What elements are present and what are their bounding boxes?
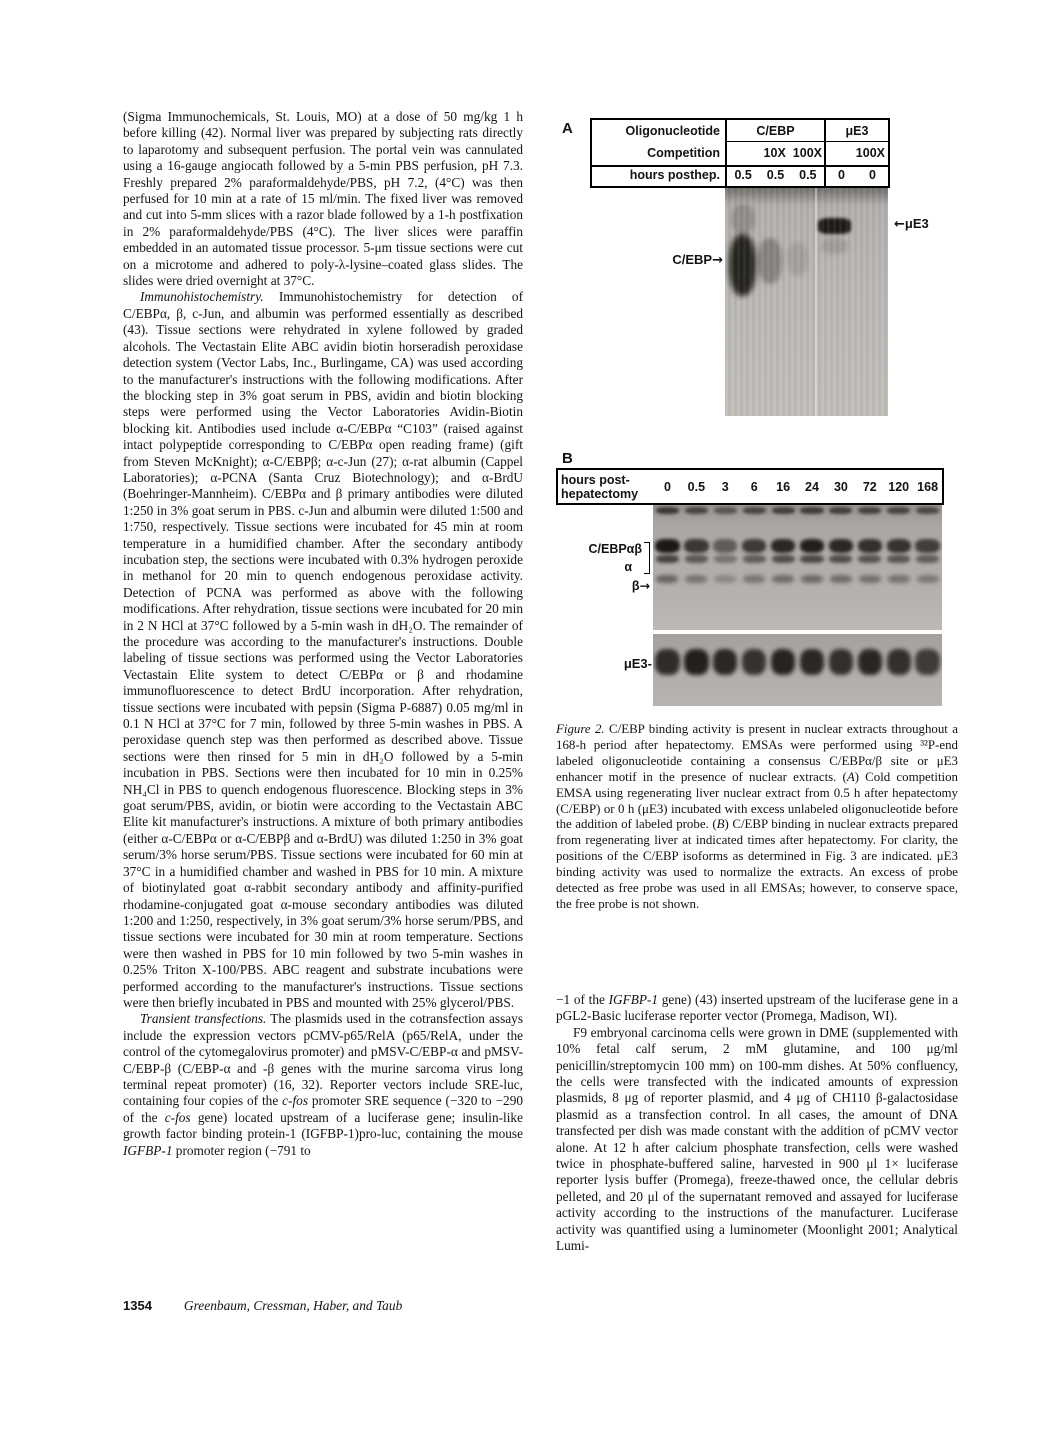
cebp-lane1-smear xyxy=(731,204,755,234)
cebp-band-lane3 xyxy=(787,242,808,276)
methods-paragraph-fixation: (Sigma Immunochemicals, St. Louis, MO) at a dose of 50 mg/kg 1 h before killing (42). Normal liver was prepared by subjecting rats directly to laparotomy and subsequent perfusion. The portal vein was cannulated using a 16-gauge angiocath followed by a 5-min PBS perfusion, pH 7.3. Freshly prepared 2% paraformaldehyde/PBS, pH 7.2, (4°C) was then perfused for 10 min at a rate of 15 ml/min. The fixed liver was removed and cut into 5-mm slices with a razor blade followed by a 1-h postfixation in 2% paraformaldehyde/PBS (4°C). The liver slices were paraffin embedded in an automated tissue processor. 5-μm tissue sections were cut on a microtome and adhered to poly-λ-lysine–coated glass slides. The slides were dried overnight at 37°C. xyxy=(123,109,523,289)
cebp-band-pointer xyxy=(618,252,723,268)
cebp-band-lane2 xyxy=(758,238,782,284)
lane-hour-values: 0 0.5 3 6 16 24 30 72 120 168 xyxy=(663,479,939,494)
figure2-panel-b xyxy=(556,448,958,728)
methods-paragraph-transient-transfections: Transient transfections. The plasmids used in the cotransfection assays include the expression vectors pCMV-p65/RelA (p65/RelA, under the control of the cytomegalovirus promoter) and pMSV-C/EBP-α and pMSV-C/EBP-β (C/EBP-α and -β genes with the murine sarcoma virus long terminal repeat promoter) (16, 32). Reporter vectors include SRE-luc, containing four copies of the c-fos promoter SRE sequence (−320 to −290 of the c-fos gene) located upstream of a luciferase gene; insulin-like growth factor binding protein-1 (IGFBP-1)pro-luc, containing the mouse IGFBP-1 promoter region (−791 to xyxy=(123,1011,524,1158)
ue3-strip-label: μE3- xyxy=(623,656,652,671)
right-arrow-icon: → xyxy=(712,253,723,268)
figure2-panel-a xyxy=(556,112,958,442)
cebp-band-pointer-text: C/EBP xyxy=(672,252,713,267)
ue3-hours-values: 0 0 xyxy=(838,168,876,182)
methods-paragraph-immunohistochemistry: Immunohistochemistry. Immunohistochemistry for detection of C/EBPα, β, c-Jun, and albumin was performed essentially as described (43). Tissue sections were rehydrated in xylene followed by graded alcohols. The Vectastain Elite ABC avidin biotin horseradish peroxidase detection system (Vector Labs, Inc., Burlingame, CA) was used according to the manufacturer's instructions with the following modifications. After the blocking step in 3% goat serum in PBS, avidin and biotin blocking steps were performed using the Vector Laboratories Avidin-Biotin blocking kit. Antibodies used include α-C/EBPα “C103” (raised against intact polypeptide corresponding to C/EBPα open reading frame) (gift from Steven McKnight); α-C/EBPβ; α-c-Jun (27); α-rat albumin (Cappel Laboratories); α-PCNA (Santa Cruz Biotechnology); and α-BrdU (Boehringer-Mannheim). C/EBPα and β primary antibodies were diluted 1:250 in 3% goat serum in PBS. c-Jun and albumin were diluted 1:500 and 1:750, respectively. Tissue sections were incubated for 45 min at room temperature in a humidified chamber. After the secondary antibody incubation step, the sections were incubated with 0.3% hydrogen peroxide in methanol for 20 min to quench endogenous peroxidase activity. Detection of PCNA was performed as above with the following modifications. After rehydration, tissue sections were incubated for 20 min in 2 N HCl at 37°C followed by a 5-min wash in dH₂O. The remainder of the procedure was according to the manufacturer's instructions. Double labeling of tissue sections was performed using the Vector Laboratories Vectastain Elite system to detect C/EBPα or β and rhodamine immunofluorescence to detect BrdU incorporation. After rehydration, tissue sections were incubated with pepsin (Sigma P-6887) 0.05 mg/ml in 0.1 N HCl at 37°C for 7 min, followed by three 5-min washes in PBS. A peroxidase quench step was then performed as described above. Tissue sections were then rinsed for 5 min in dH₂O followed by a 5-min incubation in PBS. Sections were then incubated for 10 min in 0.25% NH₄Cl in PBS to quench endogenous fluorescence. Blocking steps in 3% goat serum/PBS, avidin, or biotin were according to the Vectastain ABC Elite kit manufacturer's instructions. A mixture of both primary antibodies (either α-C/EBPα or α-C/EBPβ and α-BrdU) was diluted 1:250 in 3% goat serum/3% horse serum/PBS. Tissue sections were incubated for 60 min at 37°C in a humidified chamber and washed in PBS for 10 min. A mixture of biotinylated goat α-rabbit secondary antibody and affinity-purified rhodamine-conjugated goat α-mouse secondary antibodies was diluted 1:200 and 1:250, respectively, in 3% goat serum/3% horse serum/PBS, and tissue sections were incubated for 30 min at room temperature. Sections were then washed in PBS for 10 min followed by two 5-min washes in 0.25% Triton X-100/PBS. ABC reagent and substrate incubations were performed according to the manufacturer's instructions. Tissue sections were then briefly incubated in PBS and mounted with 25% glycerol/PBS. xyxy=(123,289,523,1010)
isoform-alpha-label: α xyxy=(624,560,632,574)
paragraph-igfbp-continuation: −1 of the IGFBP-1 gene) (43) inserted upstream of the luciferase gene in a pGL2-Basic luciferase reporter vector (Promega, Madison, WI). xyxy=(556,992,958,1024)
panel-b-lane-header xyxy=(556,468,944,505)
panel-a-letter: A xyxy=(562,120,573,137)
ue3-band-pointer xyxy=(894,216,929,232)
running-authors: Greenbaum, Cressman, Haber, and Taub xyxy=(183,1298,403,1313)
cebp-group-header: C/EBP xyxy=(727,120,824,142)
right-arrow-icon: → xyxy=(639,578,650,593)
cebp-lane-group xyxy=(725,120,824,186)
left-arrow-icon: ← xyxy=(894,217,905,232)
page-footer xyxy=(123,1297,723,1315)
left-column xyxy=(123,109,523,1159)
isoform-beta-label xyxy=(566,578,650,593)
figure2-caption: Figure 2. C/EBP binding activity is present in nuclear extracts throughout a 168-h period after hepatectomy. EMSAs were performed using ³²P-end labeled oligonucleotide containing a consensus C/EBPα/β site or μE3 enhancer motif in the presence of nuclear extracts. (A) Cold competition EMSA using regenerating liver nuclear extract from 0.5 h after hepatectomy (C/EBP) or 0 h (μE3) incubated with excess unlabeled oligonucleotide before the addition of labeled probe. (B) C/EBP binding in nuclear extracts prepared from regenerating liver at indicated times after hepatectomy. For clarity, the positions of the C/EBP isoforms as determined in Fig. 3 are indicated. μE3 binding activity was used to normalize the extracts. An excess of probe detected as free probe was used in all EMSAs; however, to conserve space, the free probe is not shown. xyxy=(556,722,959,911)
panel-b-letter: B xyxy=(562,450,573,467)
row-label-hours-posthep: hours posthep. xyxy=(629,168,720,182)
isoform-group-label: C/EBPαβ xyxy=(588,542,642,556)
isoform-beta-text: β xyxy=(631,579,640,593)
page-number: 1354 xyxy=(123,1298,152,1313)
hours-post-hepatectomy-label xyxy=(558,473,653,501)
ue3-band-pointer-text: μE3 xyxy=(904,216,929,231)
panel-a-header-table xyxy=(590,118,890,188)
panel-b-cebp-gel-image xyxy=(653,505,942,630)
cebp-band-lane1 xyxy=(729,234,756,296)
panel-b-ue3-gel-image xyxy=(653,634,942,706)
table-rule xyxy=(592,165,888,167)
row-label-column xyxy=(592,120,725,186)
paragraph-f9-transfection: F9 embryonal carcinoma cells were grown in DME (supplemented with 10% fetal calf serum, 2 mM glutamine, and 100 μg/ml penicillin/streptomycin 100 mm) on 100-mm dishes. At 50% confluency, the cells were transfected with the indicated amounts of expression plasmids, 8 μg of reporter plasmid, and 4 μg of CH110 β-galactosidase plasmid as a transfection control. In all cases, the amount of DNA transfected per dish was made constant with the addition of pCMV vector alone. At 12 h after calcium phosphate transfection, cells were washed twice in phosphate-buffered saline, harvested in 900 μl 1× luciferase reporter lysis buffer (Promega), freeze-thawed once, the cellular debris pelleted, and 20 μl of the supernatant removed and assayed for luciferase activity according to the instructions of the manufacturer. Luciferase activity was quantified using a luminometer (Moonlight 2001; Analytical Lumi- xyxy=(556,1024,958,1254)
ue3-band-shadow xyxy=(821,238,848,254)
isoform-bracket xyxy=(644,542,650,574)
row-label-competition: Competition xyxy=(647,146,720,160)
ue3-group-header: μE3 xyxy=(826,120,888,142)
cebp-hours-values: 0.5 0.5 0.5 xyxy=(734,168,817,182)
ue3-band xyxy=(818,218,851,234)
hours-post-line1: hours post- xyxy=(561,472,630,487)
cebp-competition-values: 10X 100X xyxy=(763,146,822,160)
gel-seam xyxy=(815,188,817,416)
ue3-lane-group xyxy=(824,120,888,186)
panel-a-gel-image xyxy=(725,188,888,416)
ue3-competition-value: 100X xyxy=(855,146,885,160)
right-column xyxy=(556,992,958,1255)
row-label-oligonucleotide: Oligonucleotide xyxy=(625,124,720,138)
hours-post-line2: hepatectomy xyxy=(561,486,639,501)
